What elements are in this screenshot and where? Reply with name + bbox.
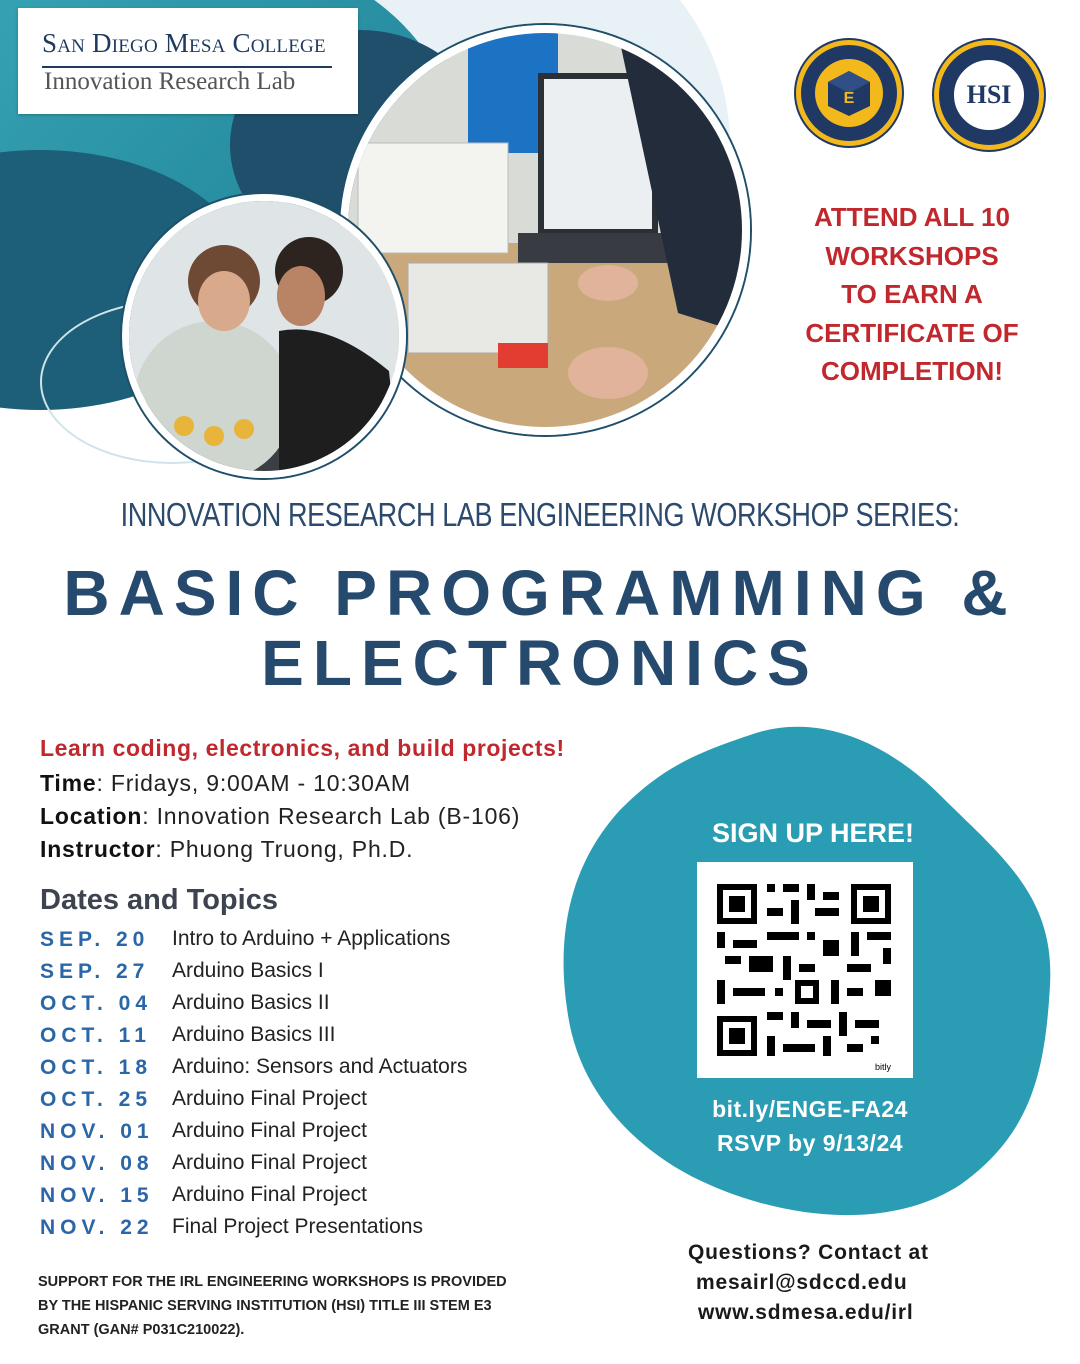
schedule-date: SEP. 27 (40, 960, 150, 983)
schedule-topic: Arduino Final Project (172, 1151, 367, 1174)
attend-line: CERTIFICATE OF (805, 317, 1019, 348)
contact-email[interactable]: mesairl@sdccd.edu (696, 1271, 908, 1294)
schedule-topic: Arduino Final Project (172, 1119, 367, 1142)
contact-website[interactable]: www.sdmesa.edu/irl (698, 1301, 914, 1324)
location-value: : Innovation Research Lab (B-106) (142, 803, 521, 829)
schedule-topic: Arduino Basics II (172, 991, 330, 1014)
schedule-date: NOV. 22 (40, 1216, 154, 1239)
college-logo (18, 8, 358, 114)
main-title-line1: BASIC PROGRAMMING & (63, 557, 1017, 629)
series-title: INNOVATION RESEARCH LAB ENGINEERING WORKSHOP SERIES: (120, 496, 960, 533)
schedule-date: NOV. 15 (40, 1184, 154, 1207)
schedule-date: NOV. 01 (40, 1120, 154, 1143)
dates-heading: Dates and Topics (40, 884, 278, 916)
qr-code[interactable] (697, 862, 913, 1078)
schedule-topic: Arduino Basics III (172, 1023, 336, 1046)
signup-heading: SIGN UP HERE! (711, 818, 915, 848)
attend-line: TO EARN A (841, 279, 983, 309)
schedule-date: OCT. 25 (40, 1088, 153, 1111)
schedule-topic: Arduino Final Project (172, 1183, 367, 1206)
college-name: San Diego Mesa College (42, 28, 326, 58)
lab-photo-large (340, 25, 750, 435)
schedule-date: OCT. 11 (40, 1024, 151, 1047)
grant-notice (38, 1270, 578, 1342)
schedule-topic: Arduino: Sensors and Actuators (172, 1055, 468, 1078)
qr-brand: bitly (874, 1062, 891, 1072)
attend-line: ATTEND ALL 10 (814, 202, 1010, 232)
time-value: : Fridays, 9:00AM - 10:30AM (96, 770, 411, 796)
attend-line: WORKSHOPS (825, 240, 999, 271)
schedule-topic: Arduino Final Project (172, 1087, 367, 1110)
stem-e3-seal (796, 40, 902, 146)
qr-code-icon (697, 862, 913, 1078)
time-info (40, 770, 411, 797)
instructor-value: : Phuong Truong, Ph.D. (155, 836, 414, 862)
instructor-label: Instructor (40, 836, 156, 862)
e3-cube-icon (824, 68, 874, 118)
contact-heading: Questions? Contact at (688, 1241, 929, 1264)
tagline: Learn coding, electronics, and build projects! (40, 735, 565, 761)
grant-line: GRANT (GAN# P031C210022). (38, 1322, 245, 1338)
schedule-date: OCT. 18 (40, 1056, 153, 1079)
schedule-topic: Arduino Basics I (172, 959, 324, 982)
lab-name: Innovation Research Lab (44, 68, 296, 95)
signup-info (660, 1092, 960, 1160)
signup-link[interactable]: bit.ly/ENGE-FA24 (712, 1096, 908, 1122)
main-title-line2: ELECTRONICS (261, 627, 819, 699)
instructor-info (40, 836, 413, 863)
hsi-seal (934, 40, 1044, 150)
attend-line: COMPLETION! (821, 356, 1003, 386)
lab-photo-small (122, 194, 406, 478)
grant-line: BY THE HISPANIC SERVING INSTITUTION (HSI) TITLE III STEM E3 (38, 1298, 492, 1314)
schedule-date: OCT. 04 (40, 992, 153, 1015)
location-info (40, 803, 520, 830)
location-label: Location (40, 803, 143, 829)
hsi-text: HSI (966, 80, 1012, 109)
schedule-date: NOV. 08 (40, 1152, 154, 1175)
rsvp-deadline: RSVP by 9/13/24 (716, 1130, 904, 1156)
schedule-topic: Intro to Arduino + Applications (172, 927, 451, 950)
certificate-callout (788, 198, 1036, 391)
grant-line: SUPPORT FOR THE IRL ENGINEERING WORKSHOPS IS PROVIDED (38, 1274, 507, 1290)
time-label: Time (40, 770, 97, 796)
svg-text:E: E (843, 90, 855, 107)
contact-info (688, 1238, 929, 1328)
schedule-date: SEP. 20 (40, 928, 150, 951)
schedule-topic: Final Project Presentations (172, 1215, 423, 1238)
